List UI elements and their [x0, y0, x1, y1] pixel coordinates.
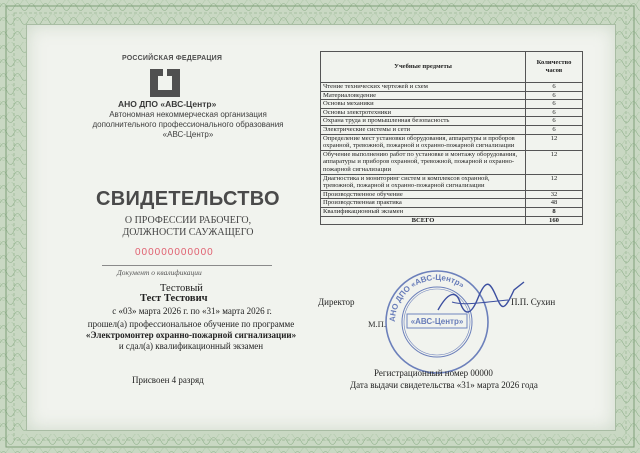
training-dates: с «03» марта 2026 г. по «31» марта 2026 г. — [112, 306, 272, 316]
header-subject: Учебные предметы — [321, 52, 526, 83]
organization-short-name: АНО ДПО «АВС-Центр» — [118, 99, 217, 109]
document-number: 000000000000 — [135, 247, 214, 258]
organization-logo — [148, 67, 182, 99]
hours-cell: 8 — [526, 207, 583, 216]
table-row — [321, 100, 583, 109]
hours-cell: 6 — [526, 125, 583, 134]
director-signature — [430, 272, 530, 332]
subjects-table — [320, 51, 583, 225]
subject-cell: Электрические системы и сети — [321, 125, 526, 134]
registration-number: Регистрационный номер 00000 — [374, 368, 493, 378]
table-row — [321, 174, 583, 190]
hours-cell: 6 — [526, 100, 583, 109]
document-subtitle: О ПРОФЕССИИ РАБОЧЕГО, ДОЛЖНОСТИ САУЖАЩЕГО — [122, 215, 254, 238]
program-name: «Электромонтер охранно-пожарной сигнализации» — [85, 330, 297, 340]
table-row — [321, 207, 583, 216]
training-line: прошел(а) профессиональное обучение по программе — [87, 319, 295, 329]
table-row — [321, 125, 583, 134]
table-row — [321, 108, 583, 117]
subject-cell: Обучение выполнению работ по установке и монтажу оборудования, аппаратуры и приборов охранной, тревожной, пожарной и охранно- пожарной сигнализации — [321, 150, 526, 174]
federation-heading: РОССИЙСКАЯ ФЕДЕРАЦИЯ — [122, 55, 223, 62]
subject-cell: Основы электротехники — [321, 108, 526, 117]
divider-line — [102, 265, 272, 266]
document-title: СВИДЕТЕЛЬСТВО — [96, 188, 280, 210]
total-hours: 160 — [526, 216, 583, 225]
rank-assigned: Присвоен 4 разряд — [132, 375, 204, 385]
subject-cell: Охрана труда и промышленная безопасность — [321, 117, 526, 126]
holder-surname: Тестовый — [160, 283, 203, 294]
hours-cell: 6 — [526, 83, 583, 92]
table-header-row — [321, 52, 583, 83]
subject-cell: Определение мест установки оборудования, аппаратуры и проборов охранной, тревожной, пожарной и охранно-пожарной сигнализации — [321, 134, 526, 150]
director-label: Директор — [318, 297, 355, 307]
hours-cell: 12 — [526, 174, 583, 190]
subject-cell: Производственное обучение — [321, 190, 526, 199]
subject-cell: Производственная практика — [321, 199, 526, 208]
table-row — [321, 134, 583, 150]
holder-name: Тест Тестович — [140, 293, 208, 304]
issue-date: Дата выдачи свидетельства «31» марта 2026 года — [350, 380, 538, 390]
hours-cell: 12 — [526, 150, 583, 174]
stamp-outer-path: АНО ДПО «АВС-Центр» — [387, 272, 466, 323]
subject-cell: Материаловедение — [321, 91, 526, 100]
stamp-center-text: «АВС-Центр» — [410, 317, 464, 326]
organization-full-name: Автономная некоммерческая организация дополнительного профессионального образования «АВС-Центр» — [92, 110, 284, 139]
table-row — [321, 83, 583, 92]
header-hours: Количество часов — [526, 52, 583, 83]
hours-cell: 32 — [526, 190, 583, 199]
hours-cell: 6 — [526, 91, 583, 100]
table-total-row — [321, 216, 583, 225]
table-row — [321, 190, 583, 199]
subject-cell: Диагностика и мониторинг систем и комплексов охранной, тревожной, пожарной и охранно-пожарной сигнализации — [321, 174, 526, 190]
director-name: П.П. Сухин — [511, 297, 556, 307]
subject-cell: Основы механики — [321, 100, 526, 109]
document-type: Документ о квалификации — [117, 268, 202, 277]
exam-line: и сдал(а) квалификационный экзамен — [118, 341, 264, 351]
table-row — [321, 150, 583, 174]
hours-cell: 6 — [526, 108, 583, 117]
hours-cell: 6 — [526, 117, 583, 126]
training-description — [58, 319, 324, 352]
table-row — [321, 91, 583, 100]
subject-cell: Чтение технических чертежей и схем — [321, 83, 526, 92]
hours-cell: 48 — [526, 199, 583, 208]
table-row — [321, 117, 583, 126]
table-row — [321, 199, 583, 208]
subject-cell: Квалификационный экзамен — [321, 207, 526, 216]
total-label: ВСЕГО — [321, 216, 526, 225]
stamp-place-label: М.П. — [368, 319, 386, 329]
hours-cell: 12 — [526, 134, 583, 150]
